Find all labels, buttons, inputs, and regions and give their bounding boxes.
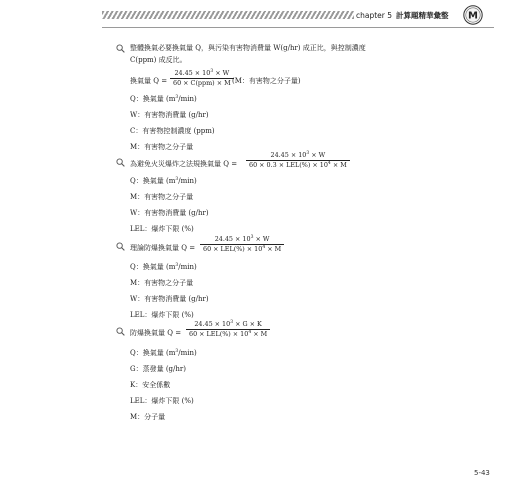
explosion-def-k: K：安全係數 <box>130 381 171 389</box>
magnifier-icon <box>116 327 125 336</box>
intro-formula-fraction <box>170 69 234 88</box>
fire-def-lel: LEL：爆炸下限 (%) <box>130 225 194 233</box>
intro-def-w: W：有害物消費量 (g/hr) <box>130 111 209 119</box>
header-hatch-band <box>102 11 354 19</box>
explosion-def-g: G：蒸發量 (g/hr) <box>130 365 186 373</box>
theory-formula-denominator: $60 \times LEL(\%) \times 10^4 \times M$ <box>203 245 282 253</box>
emblem-letter: M <box>468 10 478 22</box>
intro-text-line1: 整體換氣必要換氣量 Q，與污染有害物消費量 W(g/hr) 成正比，與控制濃度 <box>130 44 366 52</box>
theory-formula-numerator: $24.45 \times 10^3 \times W$ <box>200 235 284 245</box>
header-rule <box>102 27 494 28</box>
chapter-label <box>356 9 449 23</box>
section-title: 計算題精華彙整 <box>396 11 449 20</box>
emblem-icon <box>463 5 483 25</box>
intro-formula-numerator: $24.45 \times 10^3 \times W$ <box>170 69 234 79</box>
explosion-formula-numerator: $24.45 \times 10^3 \times G \times K$ <box>186 320 270 330</box>
intro-def-c: C：有害物控制濃度 (ppm) <box>130 127 215 135</box>
explosion-def-m: M：分子量 <box>130 413 166 421</box>
intro-def-q: Q：換氣量 $(m^3/\min)$ <box>130 95 197 103</box>
fire-formula-denominator: $60 \times 0.3 \times LEL(\%) \times 10^4 \times M$ <box>249 161 347 169</box>
explosion-formula-lhs: 防爆換氣量 Q = <box>130 329 182 337</box>
explosion-formula-fraction <box>186 320 270 339</box>
fire-formula-numerator: $24.45 \times 10^3 \times W$ <box>246 151 350 161</box>
theory-def-m: M：有害物之分子量 <box>130 279 194 287</box>
magnifier-icon <box>116 242 125 251</box>
intro-def-m: M：有害物之分子量 <box>130 143 194 151</box>
fire-def-m: M：有害物之分子量 <box>130 193 194 201</box>
intro-text-line2: C(ppm) 成反比。 <box>130 56 187 64</box>
explosion-def-lel: LEL：爆炸下限 (%) <box>130 397 194 405</box>
intro-formula-denominator: 60 × C(ppm) × M <box>173 79 231 87</box>
theory-def-w: W：有害物消費量 (g/hr) <box>130 295 209 303</box>
fire-formula-fraction <box>246 151 350 170</box>
theory-formula-lhs: 理論防爆換氣量 Q = <box>130 244 196 252</box>
explosion-formula-denominator: $60 \times LEL(\%) \times 10^4 \times M$ <box>189 330 268 338</box>
chapter-number: chapter 5 <box>356 11 393 20</box>
magnifier-icon <box>116 158 125 167</box>
intro-formula-note: (M：有害物之分子量) <box>232 77 301 85</box>
fire-formula-lhs: 為避免火災爆炸之法規換氣量 Q = <box>130 160 238 168</box>
theory-formula-fraction <box>200 235 284 254</box>
explosion-def-q: Q：換氣量 $(m^3/\min)$ <box>130 349 197 357</box>
theory-def-q: Q：換氣量 $(m^3/\min)$ <box>130 263 197 271</box>
fire-def-w: W：有害物消費量 (g/hr) <box>130 209 209 217</box>
magnifier-icon <box>116 44 125 53</box>
theory-def-lel: LEL：爆炸下限 (%) <box>130 311 194 319</box>
intro-formula-lhs: 換氣量 Q = <box>130 77 168 85</box>
fire-def-q: Q：換氣量 $(m^3/\min)$ <box>130 177 197 185</box>
page-number: 5-43 <box>474 469 490 477</box>
